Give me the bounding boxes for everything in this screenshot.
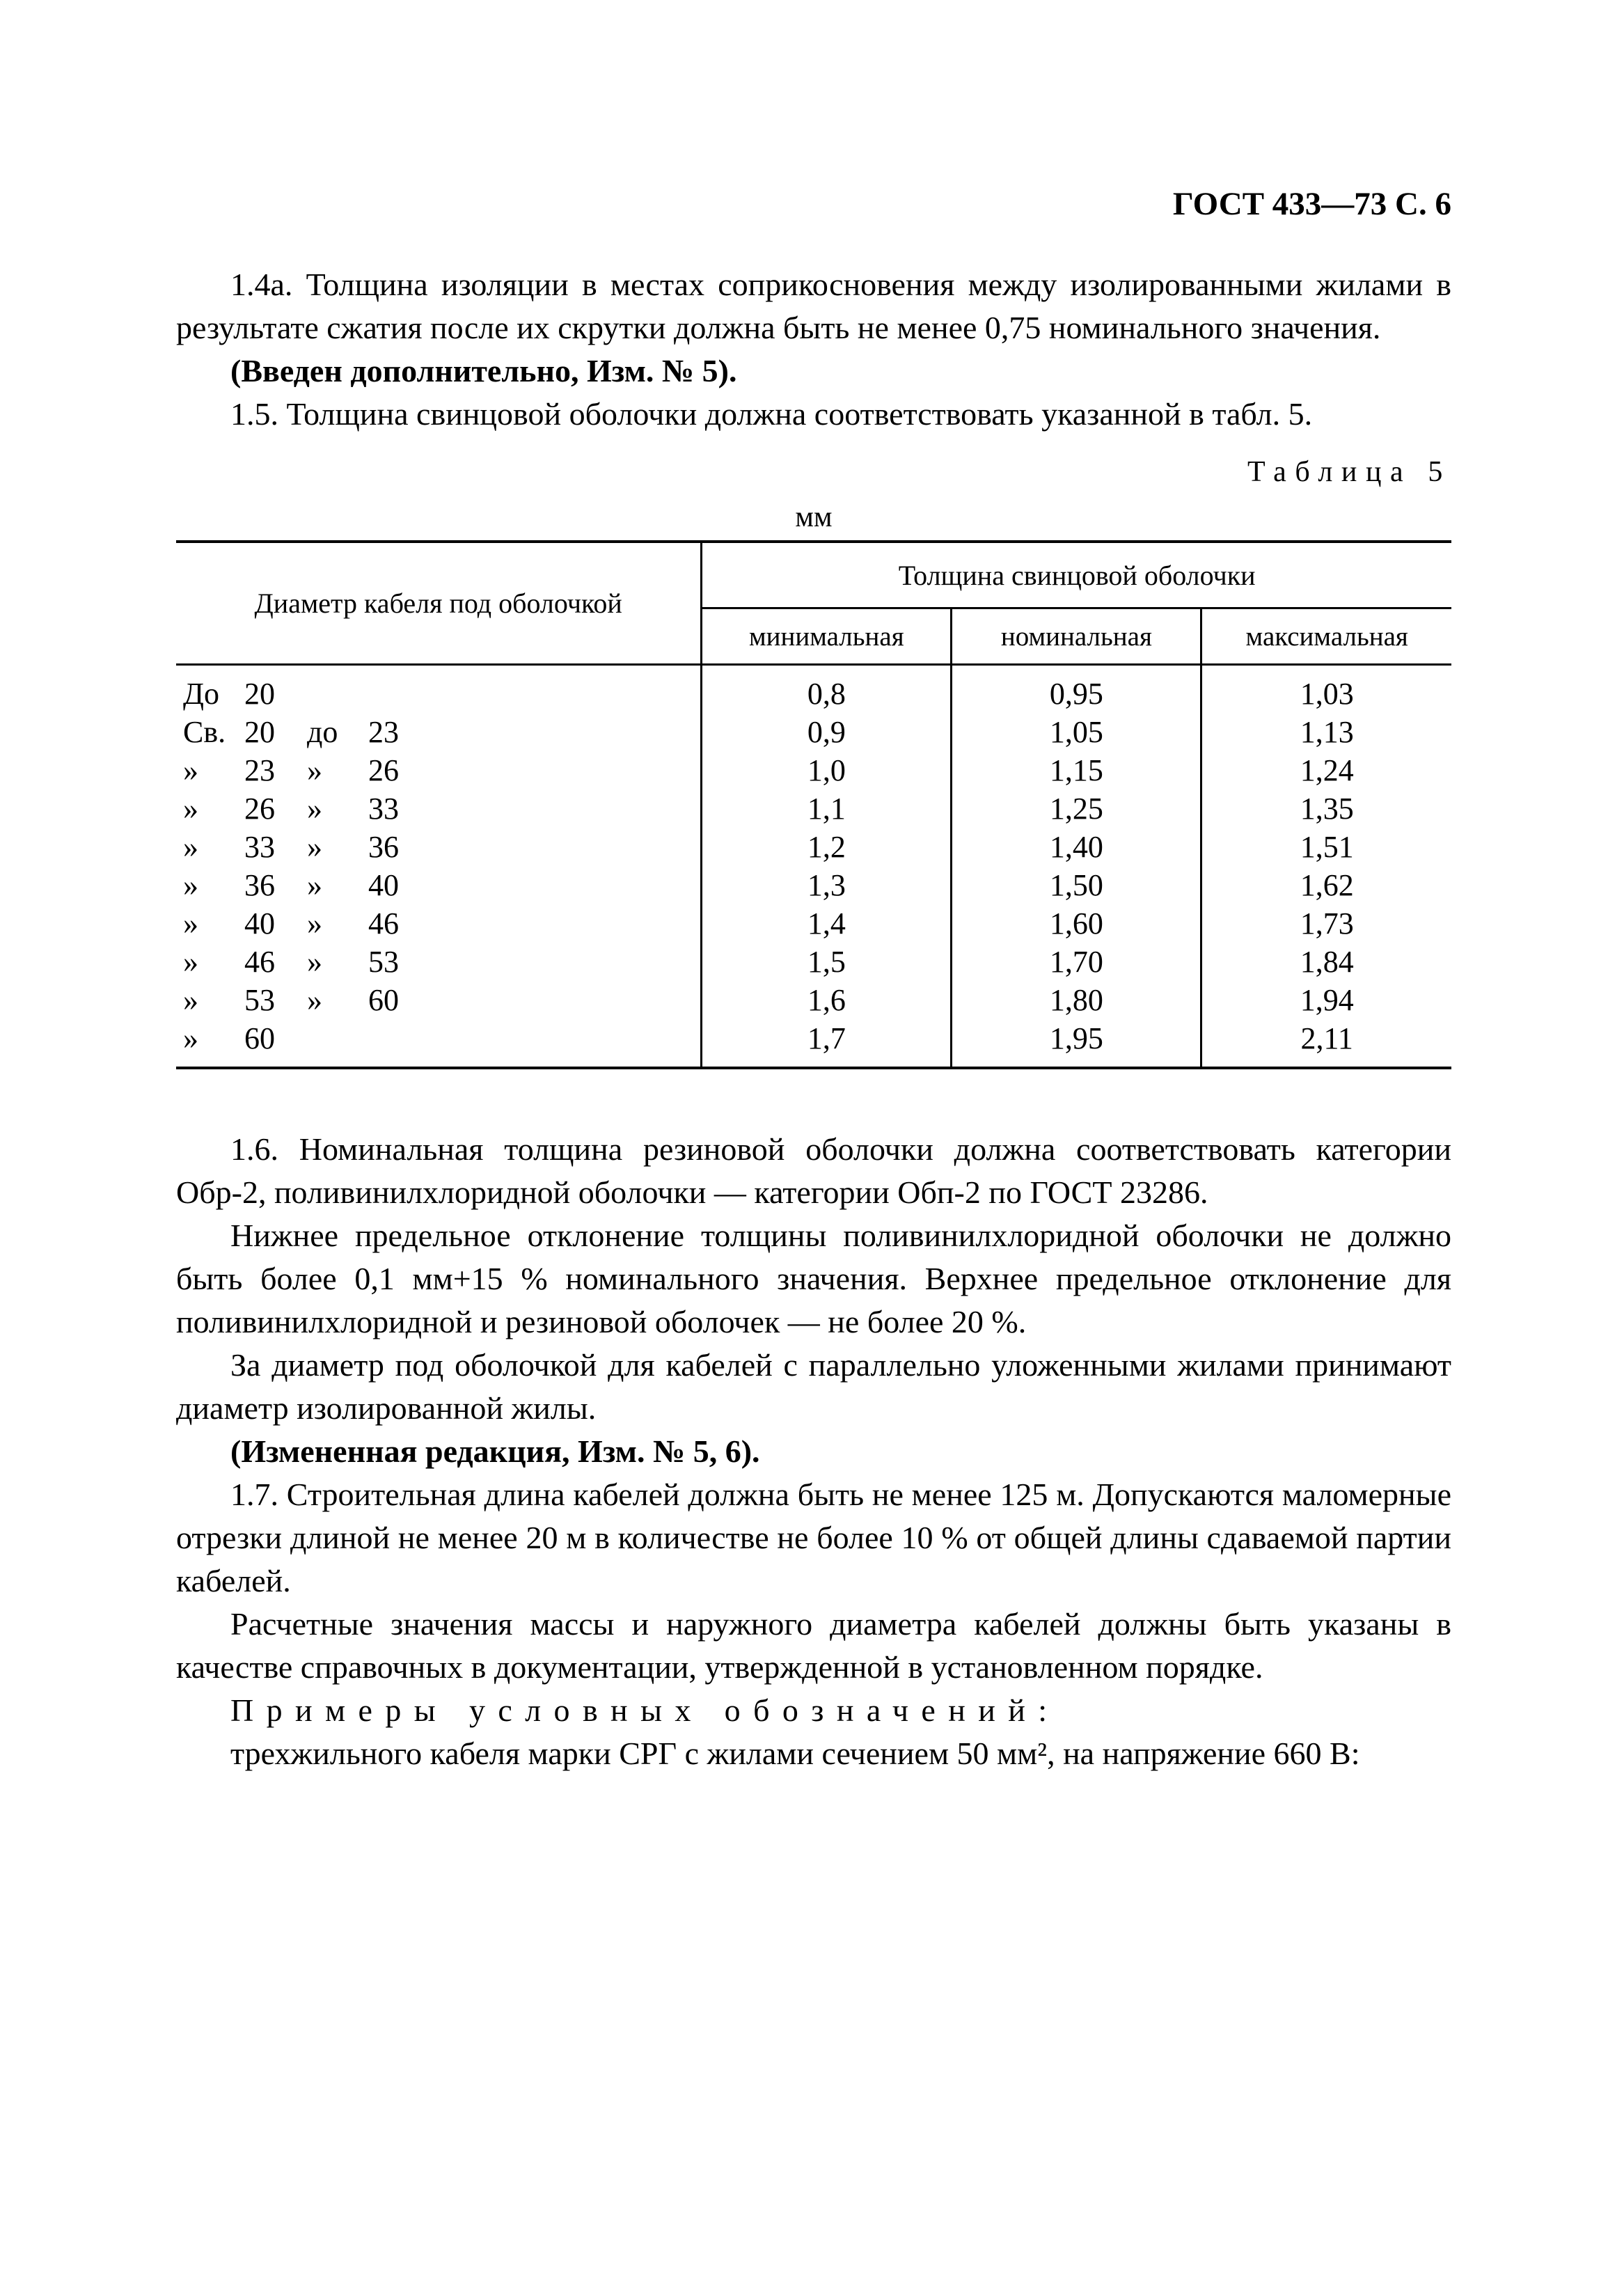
table-row — [176, 943, 1451, 981]
max-cell: 2,11 — [1201, 1019, 1451, 1068]
paragraph-parallel-cores: За диаметр под оболочкой для кабелей с параллельно уложенными жилами принимают диаметр изолированной жилы. — [176, 1347, 1451, 1426]
column-group-header-thickness: Толщина свинцовой оболочки — [702, 542, 1451, 608]
nominal-cell: 1,60 — [952, 904, 1201, 943]
min-cell: 1,7 — [702, 1019, 952, 1068]
range-from: 20 — [244, 677, 275, 711]
paragraph-deviation: Нижнее предельное отклонение толщины поливинилхлоридной оболочки не должно быть более 0,1 мм+15 % номинального значения. Верхнее предельное отклонение для поливинилхлоридной и резиновой оболочек — не более 20 %. — [176, 1218, 1451, 1339]
range-mid: до — [307, 715, 338, 749]
range-from: 60 — [244, 1021, 275, 1055]
range-cell — [176, 943, 702, 981]
paragraph-calculated-values: Расчетные значения массы и наружного диаметра кабелей должны быть указаны в качестве справочных в документации, утвержденной в установленном порядке. — [176, 1606, 1451, 1685]
range-from: 20 — [244, 715, 275, 749]
range-cell — [176, 1019, 702, 1068]
range-from: 26 — [244, 792, 275, 826]
min-cell: 1,0 — [702, 751, 952, 789]
range-to: 36 — [368, 830, 399, 864]
range-from: 53 — [244, 983, 275, 1017]
range-from: 46 — [244, 945, 275, 979]
range-to: 46 — [368, 906, 399, 941]
range-mid: » — [307, 753, 322, 787]
nominal-cell: 1,15 — [952, 751, 1201, 789]
range-from: 36 — [244, 868, 275, 902]
range-to: 60 — [368, 983, 399, 1017]
range-cell — [176, 866, 702, 904]
range-cell — [176, 789, 702, 828]
min-cell: 0,9 — [702, 713, 952, 751]
max-cell: 1,62 — [1201, 866, 1451, 904]
range-cell — [176, 904, 702, 943]
table-unit-label: мм — [795, 501, 833, 533]
min-cell: 1,1 — [702, 789, 952, 828]
paragraph-example-cable: трехжильного кабеля марки СРГ с жилами сечением 50 мм², на напряжение 660 В: — [230, 1736, 1360, 1771]
nominal-cell: 1,50 — [952, 866, 1201, 904]
max-cell: 1,94 — [1201, 981, 1451, 1019]
range-cell — [176, 713, 702, 751]
range-mid: » — [307, 830, 322, 864]
max-cell: 1,24 — [1201, 751, 1451, 789]
paragraph-amendment-note-2: (Измененная редакция, Изм. № 5, 6). — [230, 1433, 760, 1469]
paragraph-1-4a: 1.4а. Толщина изоляции в местах соприкосновения между изолированными жилами в результате сжатия после их скрутки должна быть не менее 0,75 номинального значения. — [176, 267, 1451, 345]
range-prefix: » — [183, 945, 198, 979]
nominal-cell: 0,95 — [952, 665, 1201, 714]
range-mid: » — [307, 792, 322, 826]
max-cell: 1,13 — [1201, 713, 1451, 751]
table-row — [176, 1019, 1451, 1068]
range-mid: » — [307, 906, 322, 941]
range-from: 23 — [244, 753, 275, 787]
range-from: 40 — [244, 906, 275, 941]
range-prefix: » — [183, 868, 198, 902]
nominal-cell: 1,70 — [952, 943, 1201, 981]
range-prefix: » — [183, 792, 198, 826]
table-row — [176, 828, 1451, 866]
table-row — [176, 665, 1451, 714]
lead-sheath-thickness-table — [176, 540, 1451, 1069]
range-to: 53 — [368, 945, 399, 979]
table-row — [176, 866, 1451, 904]
range-cell — [176, 751, 702, 789]
nominal-cell: 1,25 — [952, 789, 1201, 828]
max-cell: 1,51 — [1201, 828, 1451, 866]
range-to: 40 — [368, 868, 399, 902]
max-cell: 1,73 — [1201, 904, 1451, 943]
min-cell: 1,2 — [702, 828, 952, 866]
table-row — [176, 751, 1451, 789]
min-cell: 1,4 — [702, 904, 952, 943]
table-body — [176, 665, 1451, 1069]
nominal-cell: 1,40 — [952, 828, 1201, 866]
column-header-diameter: Диаметр кабеля под оболочкой — [176, 542, 702, 665]
column-header-nominal: номинальная — [952, 608, 1201, 665]
table-head — [176, 542, 1451, 665]
table-row — [176, 981, 1451, 1019]
table-caption: Таблица 5 — [1247, 456, 1451, 488]
range-mid: » — [307, 868, 322, 902]
range-prefix: » — [183, 1021, 198, 1055]
table-section — [176, 454, 1451, 1069]
table-row — [176, 904, 1451, 943]
range-cell — [176, 665, 702, 714]
range-prefix: » — [183, 753, 198, 787]
table-row — [176, 713, 1451, 751]
max-cell: 1,03 — [1201, 665, 1451, 714]
paragraph-1-6: 1.6. Номинальная толщина резиновой оболочки должна соответствовать категории Обр-2, поливинилхлоридной оболочки — категории Обп-2 по ГОСТ 23286. — [176, 1131, 1451, 1210]
range-prefix: » — [183, 906, 198, 941]
page-header: ГОСТ 433—73 С. 6 — [1172, 186, 1451, 222]
range-mid: » — [307, 983, 322, 1017]
min-cell: 1,3 — [702, 866, 952, 904]
range-mid: » — [307, 945, 322, 979]
range-to: 26 — [368, 753, 399, 787]
range-cell — [176, 828, 702, 866]
paragraph-amendment-note-1: (Введен дополнительно, Изм. № 5). — [230, 353, 737, 388]
max-cell: 1,35 — [1201, 789, 1451, 828]
column-header-min: минимальная — [702, 608, 952, 665]
max-cell: 1,84 — [1201, 943, 1451, 981]
column-header-max: максимальная — [1201, 608, 1451, 665]
paragraph-1-7: 1.7. Строительная длина кабелей должна быть не менее 125 м. Допускаются маломерные отрезки длиной не менее 20 м в количестве не более 10 % от общей длины сдаваемой партии кабелей. — [176, 1477, 1451, 1598]
range-from: 33 — [244, 830, 275, 864]
paragraph-1-5: 1.5. Толщина свинцовой оболочки должна соответствовать указанной в табл. 5. — [230, 396, 1313, 432]
min-cell: 0,8 — [702, 665, 952, 714]
range-cell — [176, 981, 702, 1019]
range-prefix: » — [183, 830, 198, 864]
min-cell: 1,6 — [702, 981, 952, 1019]
min-cell: 1,5 — [702, 943, 952, 981]
table-row — [176, 789, 1451, 828]
range-to: 23 — [368, 715, 399, 749]
range-prefix: До — [183, 677, 220, 711]
nominal-cell: 1,05 — [952, 713, 1201, 751]
range-to: 33 — [368, 792, 399, 826]
range-prefix: » — [183, 983, 198, 1017]
paragraph-examples-heading: Примеры условных обозначений: — [230, 1692, 1060, 1728]
nominal-cell: 1,80 — [952, 981, 1201, 1019]
range-prefix: Св. — [183, 715, 226, 749]
nominal-cell: 1,95 — [952, 1019, 1201, 1068]
